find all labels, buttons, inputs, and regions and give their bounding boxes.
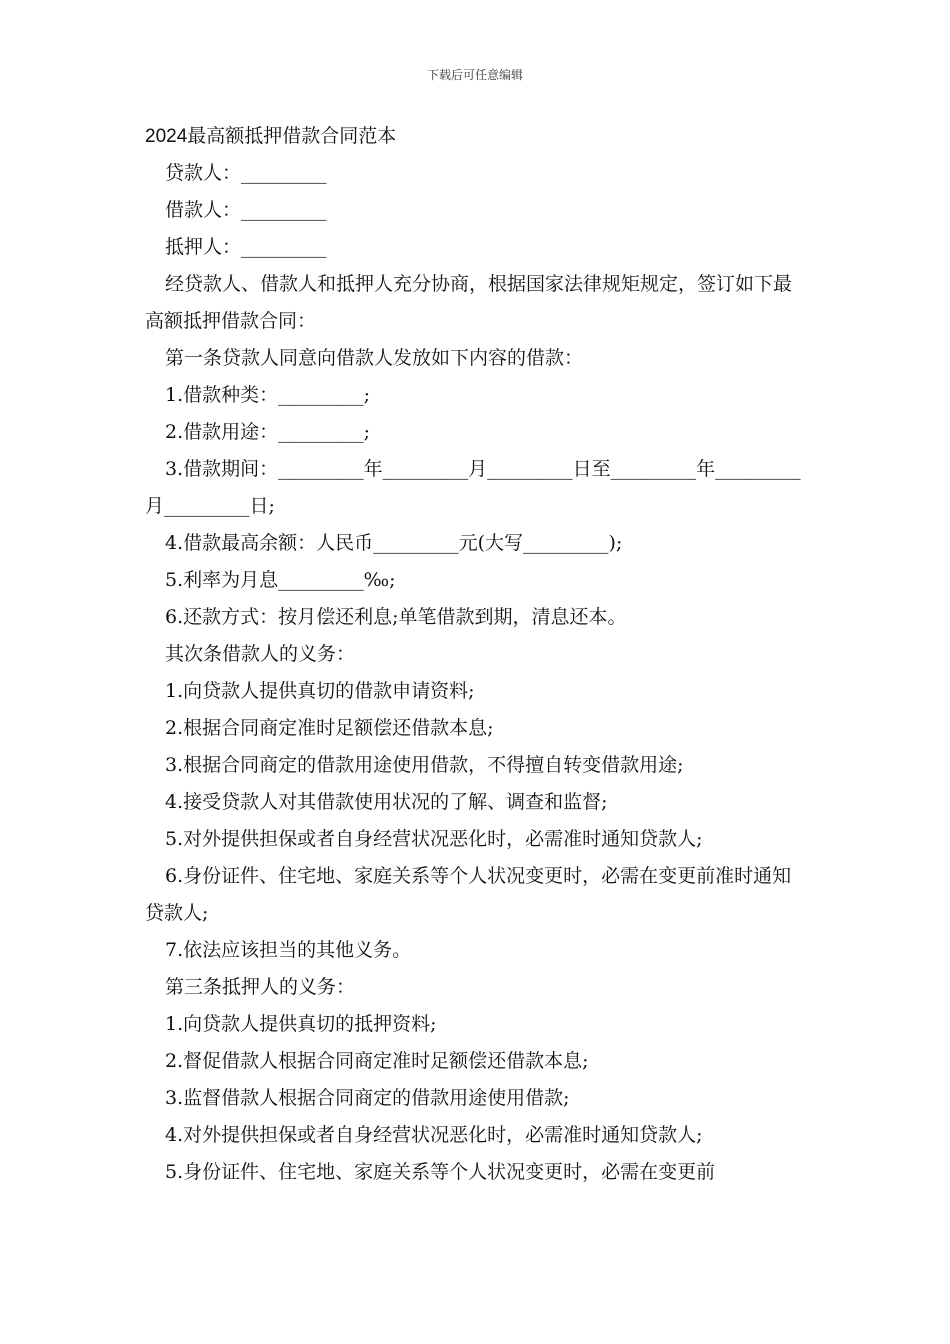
paragraph-item: 2.借款用途：_________; [165,421,371,443]
page-header: 下载后可任意编辑 [426,68,523,82]
paragraph-article-1: 第一条贷款人同意向借款人发放如下内容的借款： [165,347,584,369]
paragraph-item: 5.利率为月息_________‰; [165,569,396,591]
paragraph-item: 5.身份证件、住宅地、家庭关系等个人状况变更时，必需在变更前 [165,1161,716,1183]
paragraph-preamble: 经贷款人、借款人和抵押人充分协商，根据国家法律规矩规定，签订如下最高额抵押借款合同： [145,273,793,332]
paragraph-item: 1.借款种类：_________; [165,384,371,406]
document-body [145,118,810,1191]
document-title: 2024最高额抵押借款合同范本 [145,126,397,147]
paragraph-item: 4.对外提供担保或者自身经营状况恶化时，必需准时通知贷款人; [165,1124,703,1146]
paragraph-item: 5.对外提供担保或者自身经营状况恶化时，必需准时通知贷款人; [165,828,703,850]
paragraph-article-3: 第三条抵押人的义务： [165,976,356,998]
paragraph-borrower: 借款人：_________ [165,199,327,221]
paragraph-mortgagor: 抵押人：_________ [165,236,327,258]
paragraph-item: 2.督促借款人根据合同商定准时足额偿还借款本息; [165,1050,589,1072]
paragraph-item: 4.接受贷款人对其借款使用状况的了解、调查和监督; [165,791,608,813]
paragraph-item: 3.根据合同商定的借款用途使用借款，不得擅自转变借款用途; [165,754,684,776]
paragraph-item: 6.还款方式：按月偿还利息;单笔借款到期，清息还本。 [165,606,627,628]
paragraph-item: 3.监督借款人根据合同商定的借款用途使用借款; [165,1087,570,1109]
paragraph-item: 1.向贷款人提供真切的抵押资料; [165,1013,437,1035]
paragraph-lender: 贷款人：_________ [165,162,327,184]
paragraph-item: 4.借款最高余额：人民币_________元(大写_________); [165,532,623,554]
paragraph-item: 2.根据合同商定准时足额偿还借款本息; [165,717,494,739]
paragraph-item: 3.借款期间：_________年_________月_________日至_________年_________月_________日; [145,458,801,517]
paragraph-item: 6.身份证件、住宅地、家庭关系等个人状况变更时，必需在变更前准时通知贷款人; [145,865,792,924]
paragraph-article-2: 其次条借款人的义务： [165,643,356,665]
paragraph-item: 7.依法应该担当的其他义务。 [165,939,412,961]
paragraph-item: 1.向贷款人提供真切的借款申请资料; [165,680,475,702]
